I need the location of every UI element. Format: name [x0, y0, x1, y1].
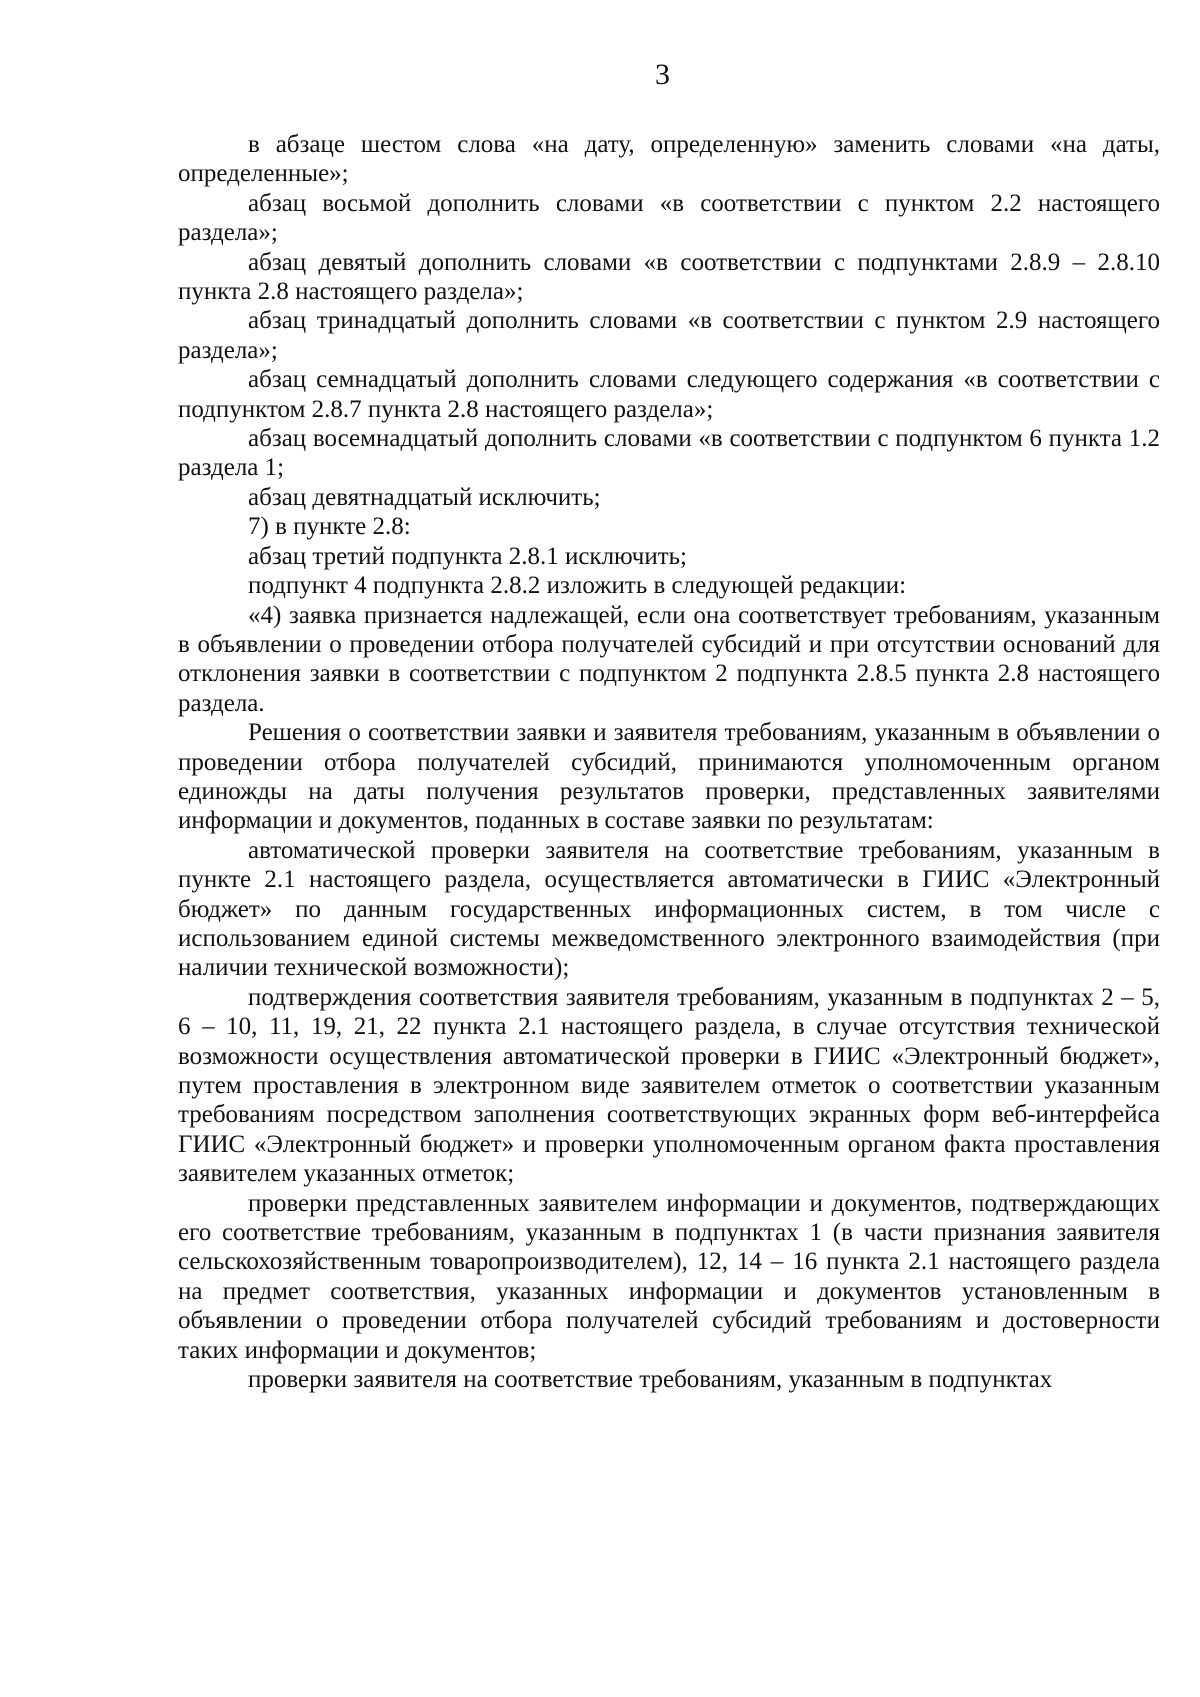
- paragraph: абзац третий подпункта 2.8.1 исключить;: [248, 542, 688, 570]
- paragraph: 7) в пункте 2.8:: [248, 513, 411, 541]
- paragraph: подпункт 4 подпункта 2.8.2 изложить в следующей редакции:: [248, 572, 907, 600]
- paragraph: подтверждения соответствия заявителя требованиям, указанным в подпунктах 2 – 5, 6 – 10, 11, 19, 21, 22 пункта 2.1 настоящего раздела, в случае отсутствия технической возможности осуществления автоматической проверки в ГИИС «Электронный бюджет», путем проставления в электронном виде заявителем отметок о соответствии указанным требованиям посредством заполнения соответствующих экранных форм веб-интерфейса ГИИС «Электронный бюджет» и проверки уполномоченным органом факта проставления заявителем указанных отметок;: [178, 983, 1160, 1188]
- paragraph: Решения о соответствии заявки и заявителя требованиям, указанным в объявлении о проведении отбора получателей субсидий, принимаются уполномоченным органом единожды на даты получения результатов проверки, представленных заявителями информации и документов, поданных в составе заявки по результатам:: [178, 719, 1160, 835]
- paragraph: проверки заявителя на соответствие требованиям, указанным в подпунктах: [248, 1366, 1053, 1394]
- paragraph: в абзаце шестом слова «на дату, определенную» заменить словами «на даты, определенные»;: [178, 131, 1160, 188]
- paragraph: абзац девятый дополнить словами «в соответствии с подпунктами 2.8.9 – 2.8.10 пункта 2.8 настоящего раздела»;: [178, 248, 1160, 306]
- paragraph: абзац семнадцатый дополнить словами следующего содержания «в соответствии с подпунктом 2.8.7 пункта 2.8 настоящего раздела»;: [178, 366, 1160, 423]
- paragraph: абзац восемнадцатый дополнить словами «в соответствии с подпунктом 6 пункта 1.2 раздела 1;: [178, 425, 1160, 482]
- document-body: [178, 130, 1160, 1394]
- paragraph: «4) заявка признается надлежащей, если она соответствует требованиям, указанным в объявлении о проведении отбора получателей субсидий и при отсутствии оснований для отклонения заявки в соответствии с подпунктом 2 подпункта 2.8.5 пункта 2.8 настоящего раздела.: [178, 601, 1160, 717]
- paragraph: проверки представленных заявителем информации и документов, подтверждающих его соответствие требованиям, указанным в подпунктах 1 (в части признания заявителя сельскохозяйственным товаропроизводителем), 12, 14 – 16 пункта 2.1 настоящего раздела на предмет соответствия, указанных информации и документов установленным в объявлении о проведении отбора получателей субсидий требованиям и достоверности таких информации и документов;: [178, 1189, 1160, 1364]
- page-number: 3: [655, 58, 670, 91]
- paragraph: абзац девятнадцатый исключить;: [248, 483, 601, 511]
- paragraph: автоматической проверки заявителя на соответствие требованиям, указанным в пункте 2.1 настоящего раздела, осуществляется автоматически в ГИИС «Электронный бюджет» по данным государственных информационных систем, в том числе с использованием единой системы межведомственного электронного взаимодействия (при наличии технической возможности);: [178, 836, 1160, 982]
- paragraph: абзац тринадцатый дополнить словами «в соответствии с пунктом 2.9 настоящего раздела»;: [178, 307, 1160, 364]
- paragraph: абзац восьмой дополнить словами «в соответствии с пунктом 2.2 настоящего раздела»;: [178, 189, 1160, 247]
